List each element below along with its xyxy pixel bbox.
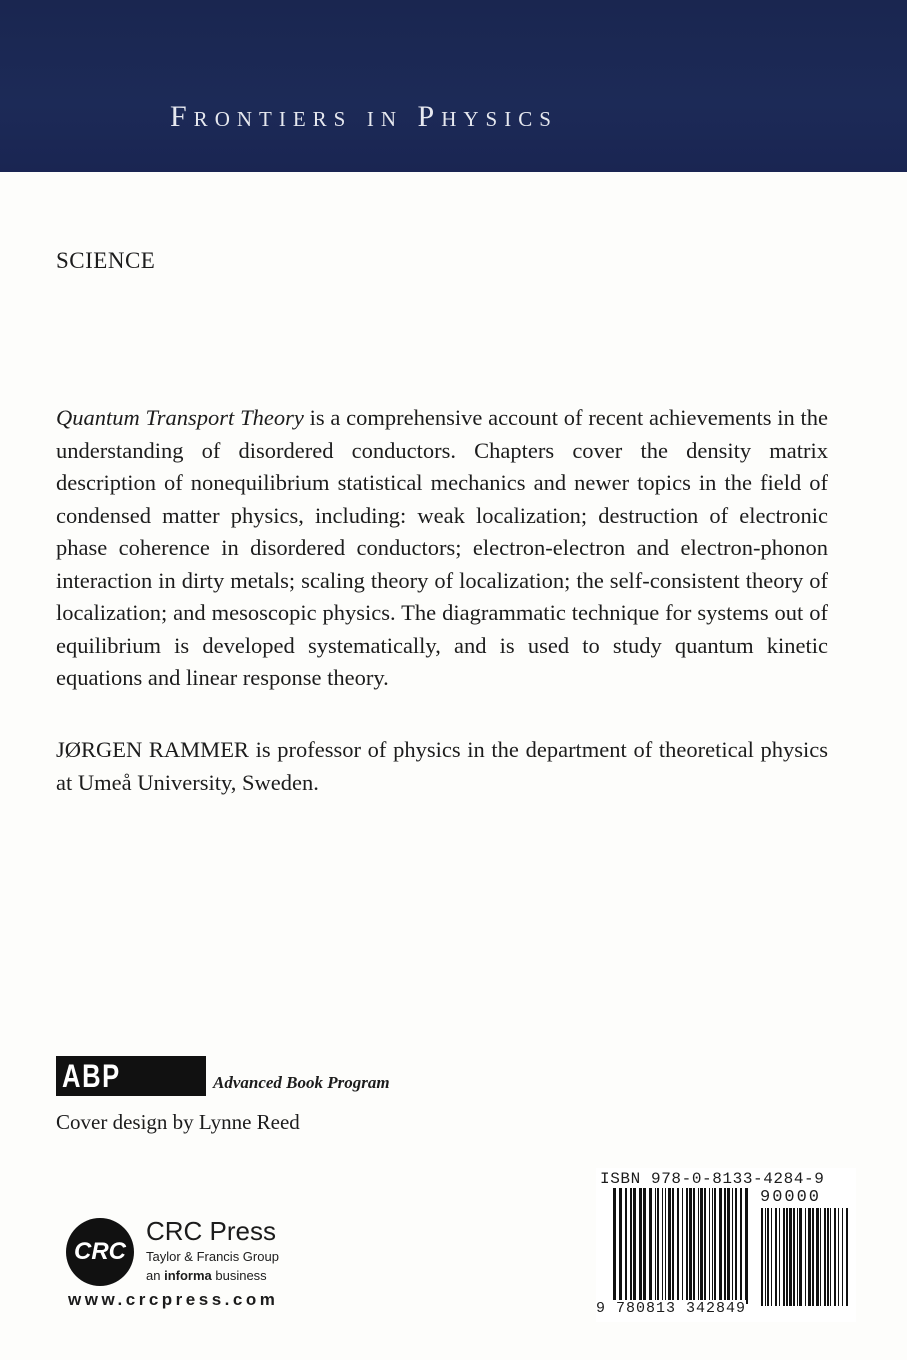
publisher-group: Taylor & Francis Group: [146, 1249, 279, 1264]
publisher-name: CRC Press: [146, 1216, 277, 1246]
publisher-business: an informa business: [146, 1268, 267, 1283]
series-banner: [0, 0, 907, 172]
barcode-icon: [612, 1188, 752, 1304]
isbn-number: ISBN 978-0-8133-4284-9: [600, 1170, 825, 1188]
book-title-italic: Quantum Transport Theory: [56, 405, 304, 430]
imprint-program: Advanced Book Program: [213, 1073, 390, 1092]
price-code: 90000: [760, 1188, 822, 1207]
crc-logo-icon: CRC: [66, 1218, 134, 1286]
publisher-url: www.crcpress.com: [68, 1290, 279, 1309]
cover-design-credit: Cover design by Lynne Reed: [56, 1110, 300, 1134]
barcode-number: 9 780813 342849: [596, 1300, 747, 1317]
abp-logo-block: [56, 1056, 206, 1096]
description-text: is a comprehensive account of recent achievements in the understanding of disordered conductors. Chapters cover the density matrix description of nonequilibrium statistical mechanics and newer topics in the field of condensed matter physics, including: weak localization; destruction of electronic phase coherence in disordered conductors; electron-electron and electron-phonon interaction in dirty metals; scaling theory of localization; the self-consistent theory of localization; and mesoscopic physics. The diagrammatic technique for systems out of equilibrium is developed systematically, and is used to study quantum kinetic equations and linear response theory.: [56, 405, 828, 690]
price-barcode-icon: [760, 1208, 850, 1306]
author-bio: JØRGEN RAMMER is professor of physics in the department of theoretical physics at Umeå University, Sweden.: [56, 737, 828, 795]
category-label: SCIENCE: [56, 248, 156, 273]
abp-logo: ABP: [62, 1058, 121, 1094]
book-description: [56, 402, 828, 695]
series-title: Frontiers in Physics: [170, 100, 558, 133]
